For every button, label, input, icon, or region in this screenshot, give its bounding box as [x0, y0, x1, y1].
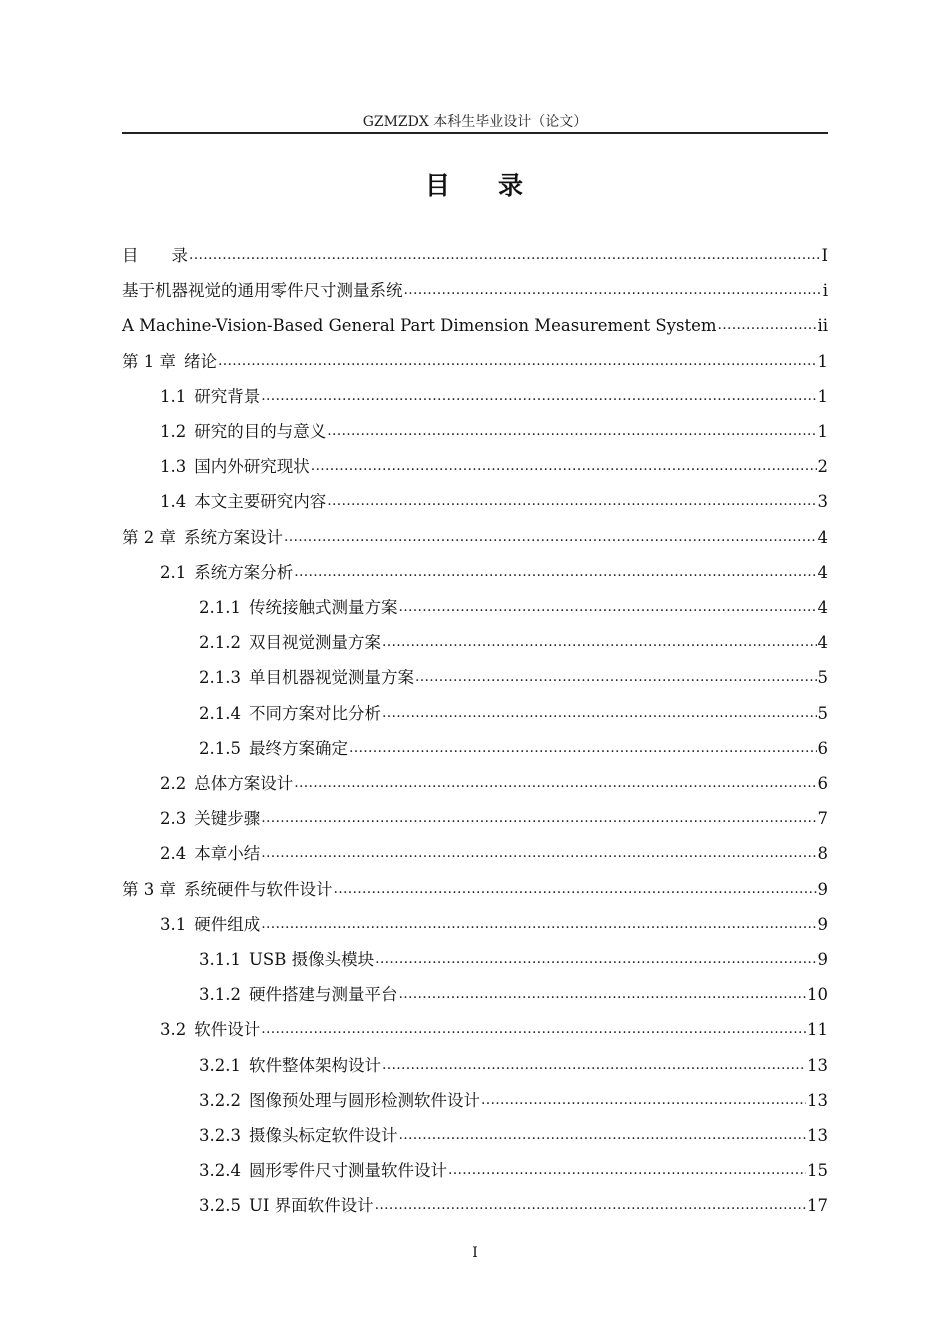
dot-leader	[382, 703, 817, 723]
title-char-1: 目	[424, 171, 452, 200]
toc-entry-page: 6	[817, 774, 828, 793]
toc-entry-label	[160, 386, 261, 408]
toc-entry-title: 不同方案对比分析	[248, 703, 381, 723]
dot-leader	[294, 773, 816, 793]
toc-entry-label	[122, 351, 218, 373]
toc-entry-title: 系统方案设计	[184, 527, 283, 547]
toc-entry-number: 1.2	[160, 422, 187, 441]
dot-leader	[398, 597, 816, 617]
toc-entry[interactable]	[122, 1011, 828, 1041]
dot-leader	[311, 456, 817, 476]
toc-entry-page: I	[821, 246, 828, 265]
toc-entry-page: 9	[817, 879, 828, 899]
toc-entry[interactable]	[122, 624, 828, 654]
toc-entry-title: 软件整体架构设计	[248, 1055, 381, 1075]
toc-entry-number: 3.2.1	[199, 1055, 241, 1075]
dot-leader	[294, 562, 816, 582]
toc-entry[interactable]	[122, 976, 828, 1006]
toc-entry-title: 关键步骤	[194, 809, 261, 829]
toc-entry-label	[199, 1160, 448, 1182]
toc-entry-title: 系统硬件与软件设计	[184, 879, 333, 899]
toc-entry[interactable]	[122, 835, 828, 865]
toc-entry-label	[199, 1055, 382, 1077]
toc-entry-number: 3.2.5	[199, 1196, 241, 1216]
toc-entry[interactable]	[122, 659, 828, 689]
toc-entry-page: 13	[807, 1055, 828, 1075]
toc-entry-title: 软件设计	[194, 1020, 261, 1040]
toc-entry[interactable]	[122, 1047, 828, 1077]
toc-entry-page: 8	[817, 844, 828, 864]
toc-entry-number: 3.2.3	[199, 1126, 241, 1145]
toc-entry[interactable]	[122, 343, 828, 373]
toc-entry-title: 本文主要研究内容	[194, 492, 327, 512]
toc-entry-label	[122, 245, 189, 267]
toc-entry[interactable]	[122, 378, 828, 408]
toc-entry-label	[160, 562, 294, 584]
toc-entry-label	[122, 280, 404, 302]
toc-entry-label	[160, 456, 311, 478]
toc-entry-number: 2.1.3	[199, 668, 241, 688]
toc-entry-label	[199, 1195, 375, 1217]
toc-entry-title: 研究背景	[194, 386, 261, 406]
toc-entry-title: 研究的目的与意义	[194, 422, 327, 441]
toc-entry-number: 2.3	[160, 809, 187, 829]
toc-entry-page: 4	[817, 562, 828, 582]
toc-entry-number: 3.2	[160, 1020, 187, 1040]
toc-entry-label	[199, 984, 398, 1006]
toc-entry-page: 9	[817, 914, 828, 934]
toc-entry-number: 第 3 章	[122, 879, 176, 899]
toc-entry[interactable]	[122, 1152, 828, 1182]
toc-entry-page: 6	[817, 738, 828, 758]
toc-entry-number: 2.2	[160, 774, 187, 793]
dot-leader	[327, 421, 816, 441]
dot-leader	[261, 386, 816, 406]
toc-entry-number: 3.1.2	[199, 985, 241, 1005]
toc-entry-page: 15	[807, 1161, 828, 1181]
toc-entry-page: 5	[817, 703, 828, 723]
toc-entry[interactable]	[122, 730, 828, 760]
dot-leader	[349, 738, 817, 758]
toc-entry-label	[199, 703, 382, 725]
toc-entry-number: 3.2.2	[199, 1090, 241, 1110]
toc-entry-label	[160, 914, 261, 936]
toc-entry-label	[160, 808, 261, 830]
toc-entry-page: i	[822, 281, 828, 301]
toc-entry-label	[199, 667, 415, 689]
toc-entry[interactable]	[122, 765, 828, 795]
toc-entry-page: 9	[817, 950, 828, 969]
page-number: I	[472, 1245, 478, 1261]
toc-entry-title: 最终方案确定	[248, 738, 348, 758]
toc-entry[interactable]	[122, 695, 828, 725]
toc-entry[interactable]	[122, 448, 828, 478]
toc-entry-title: 硬件组成	[194, 914, 261, 934]
toc-entry-title: A Machine-Vision-Based General Part Dimension Measurement System	[122, 316, 717, 336]
dot-leader	[261, 1019, 806, 1039]
dot-leader	[218, 351, 817, 371]
toc-entry[interactable]	[122, 554, 828, 584]
dot-leader	[382, 632, 817, 652]
toc-entry[interactable]	[122, 483, 828, 513]
page-title	[0, 168, 950, 204]
toc-entry-label	[160, 773, 294, 795]
toc-entry-page: 10	[807, 985, 828, 1005]
toc-entry-label	[199, 597, 398, 619]
toc-entry-number: 2.4	[160, 844, 187, 864]
toc-entry-number: 1.1	[160, 386, 187, 406]
toc-entry-title: 系统方案分析	[194, 562, 294, 582]
toc-entry[interactable]	[122, 1187, 828, 1217]
toc-entry-number: 2.1	[160, 562, 187, 582]
dot-leader	[382, 1055, 806, 1075]
dot-leader	[334, 879, 817, 899]
dot-leader	[481, 1090, 806, 1110]
toc-entry-number: 2.1.1	[199, 598, 241, 617]
toc-entry-title: 硬件搭建与测量平台	[248, 985, 398, 1005]
toc-entry-page: 4	[817, 633, 828, 653]
toc-entry[interactable]	[122, 589, 828, 619]
toc-entry[interactable]	[122, 237, 828, 267]
dot-leader	[189, 245, 820, 265]
header-rule	[122, 132, 828, 134]
toc-entry-page: ii	[817, 316, 828, 336]
toc-entry-number: 3.2.4	[199, 1161, 241, 1181]
dot-leader	[261, 808, 816, 828]
dot-leader	[261, 914, 816, 934]
toc-entry-number: 2.1.2	[199, 633, 241, 653]
dot-leader	[261, 843, 816, 863]
toc-entry-title: 圆形零件尺寸测量软件设计	[248, 1161, 447, 1181]
toc-entry-label	[160, 491, 327, 513]
dot-leader	[415, 667, 817, 687]
toc-entry[interactable]	[122, 1117, 828, 1147]
toc-entry-title: 单目机器视觉测量方案	[248, 668, 414, 688]
toc-entry[interactable]	[122, 307, 828, 337]
dot-leader	[448, 1160, 806, 1180]
title-char-2: 录	[498, 171, 526, 200]
toc-entry-label	[160, 421, 327, 443]
toc-entry-title: 本章小结	[194, 844, 261, 864]
toc-entry-page: 13	[807, 1126, 828, 1145]
toc-entry-page: 13	[807, 1090, 828, 1110]
toc-entry[interactable]	[122, 519, 828, 549]
toc-entry-number: 3.1.1	[199, 950, 241, 969]
toc-entry-label	[160, 1019, 261, 1041]
toc-entry-number: 2.1.4	[199, 703, 241, 723]
toc-entry-page: 3	[817, 492, 828, 512]
toc-entry-title: 目 录	[122, 246, 188, 265]
toc-entry[interactable]	[122, 413, 828, 443]
dot-leader	[327, 491, 816, 511]
toc-entry[interactable]	[122, 272, 828, 302]
toc-entry-label	[122, 527, 284, 549]
toc-entry[interactable]	[122, 941, 828, 971]
toc-entry[interactable]	[122, 871, 828, 901]
toc-entry-label	[199, 949, 375, 971]
toc-entry-page: 1	[817, 386, 828, 406]
toc-entry-page: 5	[817, 668, 828, 688]
dot-leader	[398, 984, 806, 1004]
toc-entry-title: 绪论	[184, 351, 217, 371]
dot-leader	[375, 949, 816, 969]
toc-entry-page: 4	[817, 527, 828, 547]
toc-entry-title: USB 摄像头模块	[248, 950, 375, 969]
dot-leader	[398, 1125, 806, 1145]
running-header: GZMZDX 本科生毕业设计（论文）	[362, 114, 588, 130]
toc-entry-page: 4	[817, 598, 828, 617]
toc-entry-page: 17	[807, 1196, 828, 1216]
toc-entry-number: 1.3	[160, 457, 187, 477]
toc-entry-page: 1	[817, 351, 828, 371]
toc-entry-label	[160, 843, 261, 865]
toc-entry[interactable]	[122, 1082, 828, 1112]
toc-entry-page: 7	[817, 809, 828, 829]
toc-entry-title: 摄像头标定软件设计	[248, 1126, 398, 1145]
dot-leader	[718, 315, 817, 335]
toc-entry-number: 1.4	[160, 492, 187, 512]
toc-entry-page: 1	[817, 422, 828, 441]
toc-entry-title: 双目视觉测量方案	[248, 633, 381, 653]
toc-entry-number: 第 1 章	[122, 351, 176, 371]
dot-leader	[375, 1195, 806, 1215]
toc-entry-label	[199, 632, 382, 654]
toc-entry-page: 2	[817, 457, 828, 477]
toc-entry-title: 国内外研究现状	[194, 457, 310, 477]
dot-leader	[284, 527, 817, 547]
toc-entry-number: 2.1.5	[199, 738, 241, 758]
toc-entry-title: UI 界面软件设计	[248, 1196, 374, 1216]
toc-entry-number: 第 2 章	[122, 527, 176, 547]
toc-entry-number: 3.1	[160, 914, 187, 934]
toc-entry-page: 11	[807, 1020, 828, 1040]
toc-entry-label	[199, 1125, 398, 1147]
toc-entry[interactable]	[122, 800, 828, 830]
toc-entry-title: 总体方案设计	[194, 774, 294, 793]
toc-entry-label	[199, 1090, 481, 1112]
toc-entry-label	[122, 879, 334, 901]
toc-entry-title: 图像预处理与圆形检测软件设计	[248, 1090, 480, 1110]
toc-entry-title: 传统接触式测量方案	[248, 598, 398, 617]
toc-entry-label	[199, 738, 349, 760]
dot-leader	[404, 280, 822, 300]
toc-entry-label	[122, 315, 718, 337]
toc-entry-title: 基于机器视觉的通用零件尺寸测量系统	[122, 281, 403, 301]
toc-entry[interactable]	[122, 906, 828, 936]
